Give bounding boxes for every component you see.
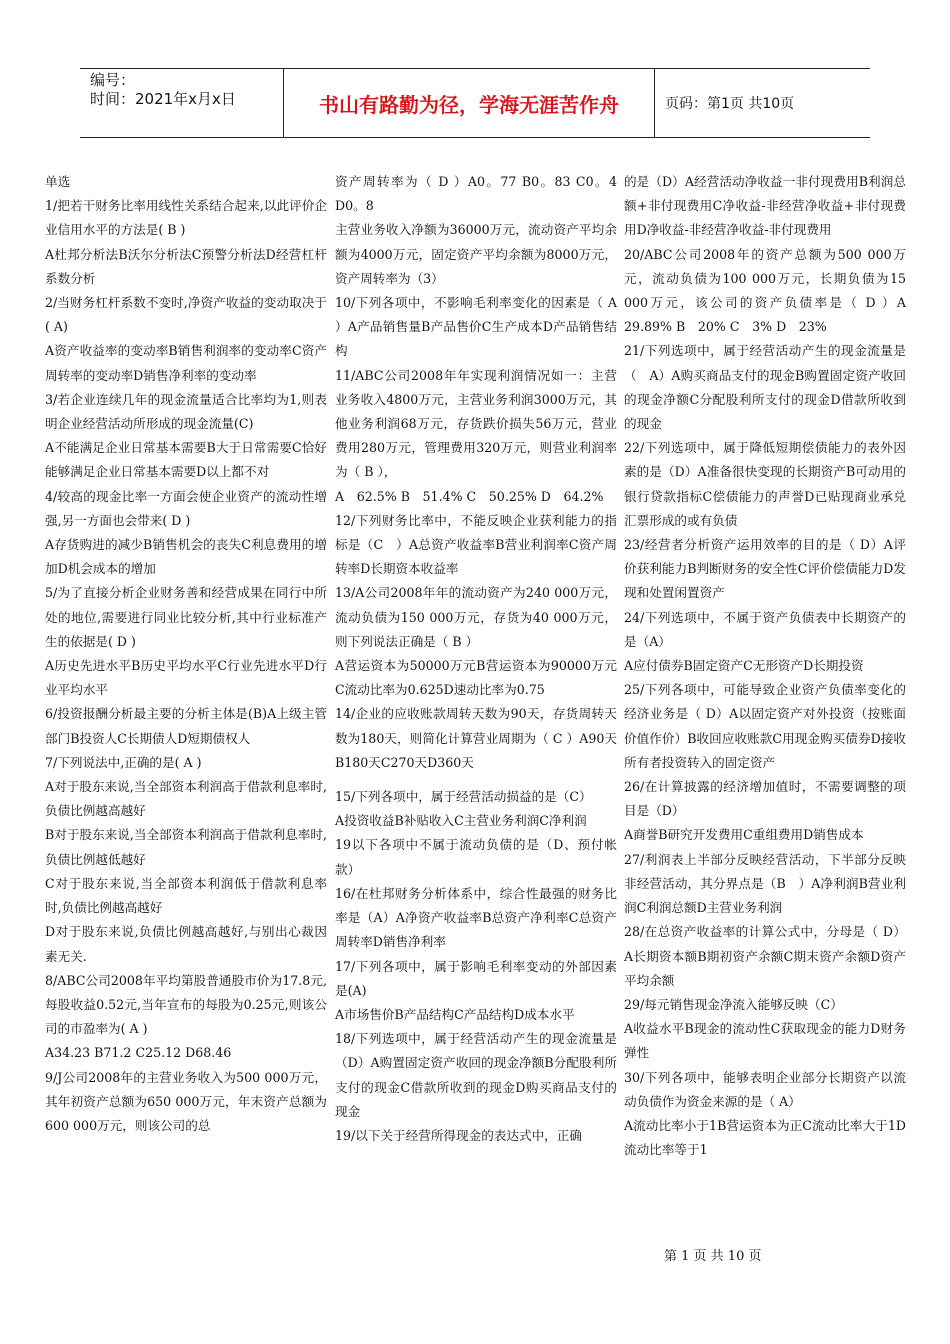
document-header <box>80 68 870 138</box>
time-label: 时间：2021年x月x日 <box>90 90 236 108</box>
paragraph: A流动比率小于1B营运资本为正C流动比率大于1D流动比率等于1 <box>624 1117 906 1158</box>
paragraph: A历史先进水平B历史平均水平C行业先进水平D行业平均水平 <box>45 658 327 698</box>
paragraph: 30/下列各项中，能够表明企业部分长期资产以流动负债作为资金来源的是（ A） <box>624 1069 906 1109</box>
paragraph: 29/每元销售现金净流入能够反映（C） <box>624 996 843 1012</box>
paragraph: 3/若企业连续几年的现金流量适合比率均为1,则表明企业经营活动所形成的现金流量(C) <box>45 391 327 432</box>
paragraph: A营运资本为50000万元B营运资本为90000万元C流动比率为0.625D速动比率为0.75 <box>335 658 617 698</box>
paragraph: A商誉B研究开发费用C重组费用D销售成本 <box>624 827 864 843</box>
paragraph: 26/在计算披露的经济增加值时，不需要调整的项目是（D） <box>624 779 906 819</box>
paragraph: 16/在杜邦财务分析体系中，综合性最强的财务比率是（A）A净资产收益率B总资产净利率C总资产周转率D销售净利率 <box>335 885 617 950</box>
paragraph: 的是（D）A经营活动净收益一非付现费用B利润总额+非付现费用C净收益-非经营净收益+非付现费用D净收益-非经营净收益-非付现费用 <box>624 174 906 238</box>
header-motto: 书山有路勤为径，学海无涯苦作舟 <box>283 69 655 137</box>
paragraph: A杜邦分析法B沃尔分析法C预警分析法D经营杠杆系数分析 <box>45 246 327 286</box>
paragraph: 12/下列财务比率中，不能反映企业获利能力的指标是（C ）A总资产收益率B营业利润率C资产周转率D长期资本收益率 <box>335 512 617 577</box>
paragraph: A存货购进的减少B销售机会的丧失C利息费用的增加D机会成本的增加 <box>45 537 327 577</box>
text-column-2 <box>335 170 622 1148</box>
paragraph: 23/经营者分析资产运用效率的目的是（ D）A评价获利能力B判断财务的安全性C评价偿债能力D发现和处置闲置资产 <box>624 537 906 601</box>
paragraph: A应付债券B固定资产C无形资产D长期投资 <box>624 658 864 674</box>
paragraph: B对于股东来说,当全部资本利润高于借款利息率时,负债比例越低越好 <box>45 827 327 867</box>
paragraph: D对于股东来说,负债比例越高越好,与别出心裁因素无关. <box>45 924 327 964</box>
text-column-3 <box>624 170 919 1162</box>
paragraph: 7/下列说法中,正确的是( A ) <box>45 754 202 770</box>
section-heading: 单选 <box>45 174 71 189</box>
paragraph: 25/下列各项中，可能导致企业资产负债率变化的经济业务是（ D）A以固定资产对外投资（按账面价值作价）B收回应收账款C用现金购买债券D接收所有者投资转入的固定资产 <box>624 682 906 770</box>
paragraph: A34.23 B71.2 C25.12 D68.46 <box>45 1045 232 1061</box>
paragraph: 5/为了直接分析企业财务善和经营成果在同行中所处的地位,需要进行同业比较分析,其中行业标准产生的依据是( D ) <box>45 585 327 649</box>
paragraph: 28/在总资产收益率的计算公式中，分母是（ D）A长期资本额B期初资产余额C期末资产余额D资产平均余额 <box>624 924 906 988</box>
paragraph: 主营业务收入净额为36000万元，流动资产平均余额为4000万元，固定资产平均余额为8000万元，资产周转率为（3） <box>335 222 617 286</box>
page-footer: 第 1 页 共 10 页 <box>664 1249 762 1264</box>
paragraph: 4/较高的现金比率一方面会使企业资产的流动性增强,另一方面也会带来( D ) <box>45 488 327 528</box>
number-label: 编号： <box>90 71 136 89</box>
paragraph: 20/ABC公司2008年的资产总额为500 000万元，流动负债为100 000万元，长期负债为15 000万元，该公司的资产负债率是（ D ）A 29.89% B 20% C 3% D 23% <box>624 246 919 335</box>
paragraph: 15/下列各项中，属于经营活动损益的是（C） <box>335 789 592 805</box>
paragraph: A投资收益B补贴收入C主营业务利润C净利润 <box>335 813 587 829</box>
paragraph: 24/下列选项中，不属于资产负债表中长期资产的是（A） <box>624 609 906 649</box>
text-column-1 <box>45 170 327 1138</box>
paragraph: A收益水平B现金的流动性C获取现金的能力D财务弹性 <box>624 1021 906 1061</box>
paragraph: 14/企业的应收账款周转天数为90天，存货周转天数为180天，则简化计算营业周期为（ C ）A90天B180天C270天D360天 <box>335 706 617 770</box>
paragraph: A 62.5% B 51.4% C 50.25% D 64.2% <box>335 488 604 504</box>
paragraph: 27/利润表上半部分反映经营活动，下半部分反映非经营活动，其分界点是（B ）A净利润B营业利润C利润总额D主营业务利润 <box>624 851 906 916</box>
paragraph: 11/ABC公司2008年年实现利润情况如一：主营业务收入4800万元，主营业务利润3000万元，其他业务利润68万元，存货跌价损失56万元，营业费用280万元，管理费用320万元，则营业利润率为（ B ）， <box>335 367 617 480</box>
paragraph: 18/下列选项中，属于经营活动产生的现金流量是（D）A购置固定资产收回的现金净额B分配股利所支付的现金C借款所收到的现金D购买商品支付的现金 <box>335 1031 617 1119</box>
paragraph: 6/投资报酬分析最主要的分析主体是(B)A上级主管部门B投资人C长期债人D短期债权人 <box>45 706 327 746</box>
paragraph: 21/下列选项中，属于经营活动产生的现金流量是（ A）A购买商品支付的现金B购置固定资产收回的现金净额C分配股利所支付的现金D借款所收到的现金 <box>624 343 906 432</box>
paragraph: A市场售价B产品结构C产品结构D成本水平 <box>335 1006 575 1022</box>
paragraph: 1/把若干财务比率用线性关系结合起来,以此评价企业信用水平的方法是( B ) <box>45 198 327 238</box>
paragraph: 资产周转率为（ D ）A0。77 B0。83 C0。4 D0。8 <box>335 174 622 214</box>
paragraph: 9/J公司2008年的主营业务收入为500 000万元，其年初资产总额为650 000万元，年末资产总额为600 000万元，则该公司的总 <box>45 1069 327 1133</box>
paragraph: 17/下列各项中，属于影响毛利率变动的外部因素是(A) <box>335 958 617 998</box>
paragraph: 13/A公司2008年年的流动资产为240 000万元，流动负债为150 000万元，存货为40 000万元，则下列说法正确是（ B ） <box>335 585 617 649</box>
paragraph: A对于股东来说,当全部资本利润高于借款利息率时,负债比例越高越好 <box>45 779 327 819</box>
header-page-info: 页码：第1页 共10页 <box>665 96 795 112</box>
paragraph: 10/下列各项中，不影响毛利率变化的因素是（ A ）A产品销售量B产品售价C生产成本D产品销售结构 <box>335 295 622 359</box>
paragraph: A不能满足企业日常基本需要B大于日常需要C恰好能够满足企业日常基本需要D以上都不对 <box>45 440 327 480</box>
paragraph: 8/ABC公司2008年平均第股普通股市价为17.8元,每股收益0.52元,当年宣布的每股为0.25元,则该公司的市盈率为( A ) <box>45 972 327 1037</box>
paragraph: A资产收益率的变动率B销售利润率的变动率C资产周转率的变动率D销售净利率的变动率 <box>45 343 327 383</box>
paragraph: 19以下各项中不属于流动负债的是（D、预付帐款） <box>335 837 617 877</box>
paragraph: 2/当财务杠杆系数不变时,净资产收益的变动取决于( A) <box>45 295 327 335</box>
header-meta <box>80 69 283 137</box>
paragraph: 22/下列选项中，属于降低短期偿债能力的表外因素的是（D）A准备很快变现的长期资产B可动用的银行贷款指标C偿债能力的声誉D已贴现商业承兑汇票形成的或有负债 <box>624 440 906 528</box>
paragraph: 19/以下关于经营所得现金的表达式中，正确 <box>335 1127 582 1143</box>
paragraph: C对于股东来说,当全部资本利润低于借款利息率时,负债比例越高越好 <box>45 875 327 916</box>
